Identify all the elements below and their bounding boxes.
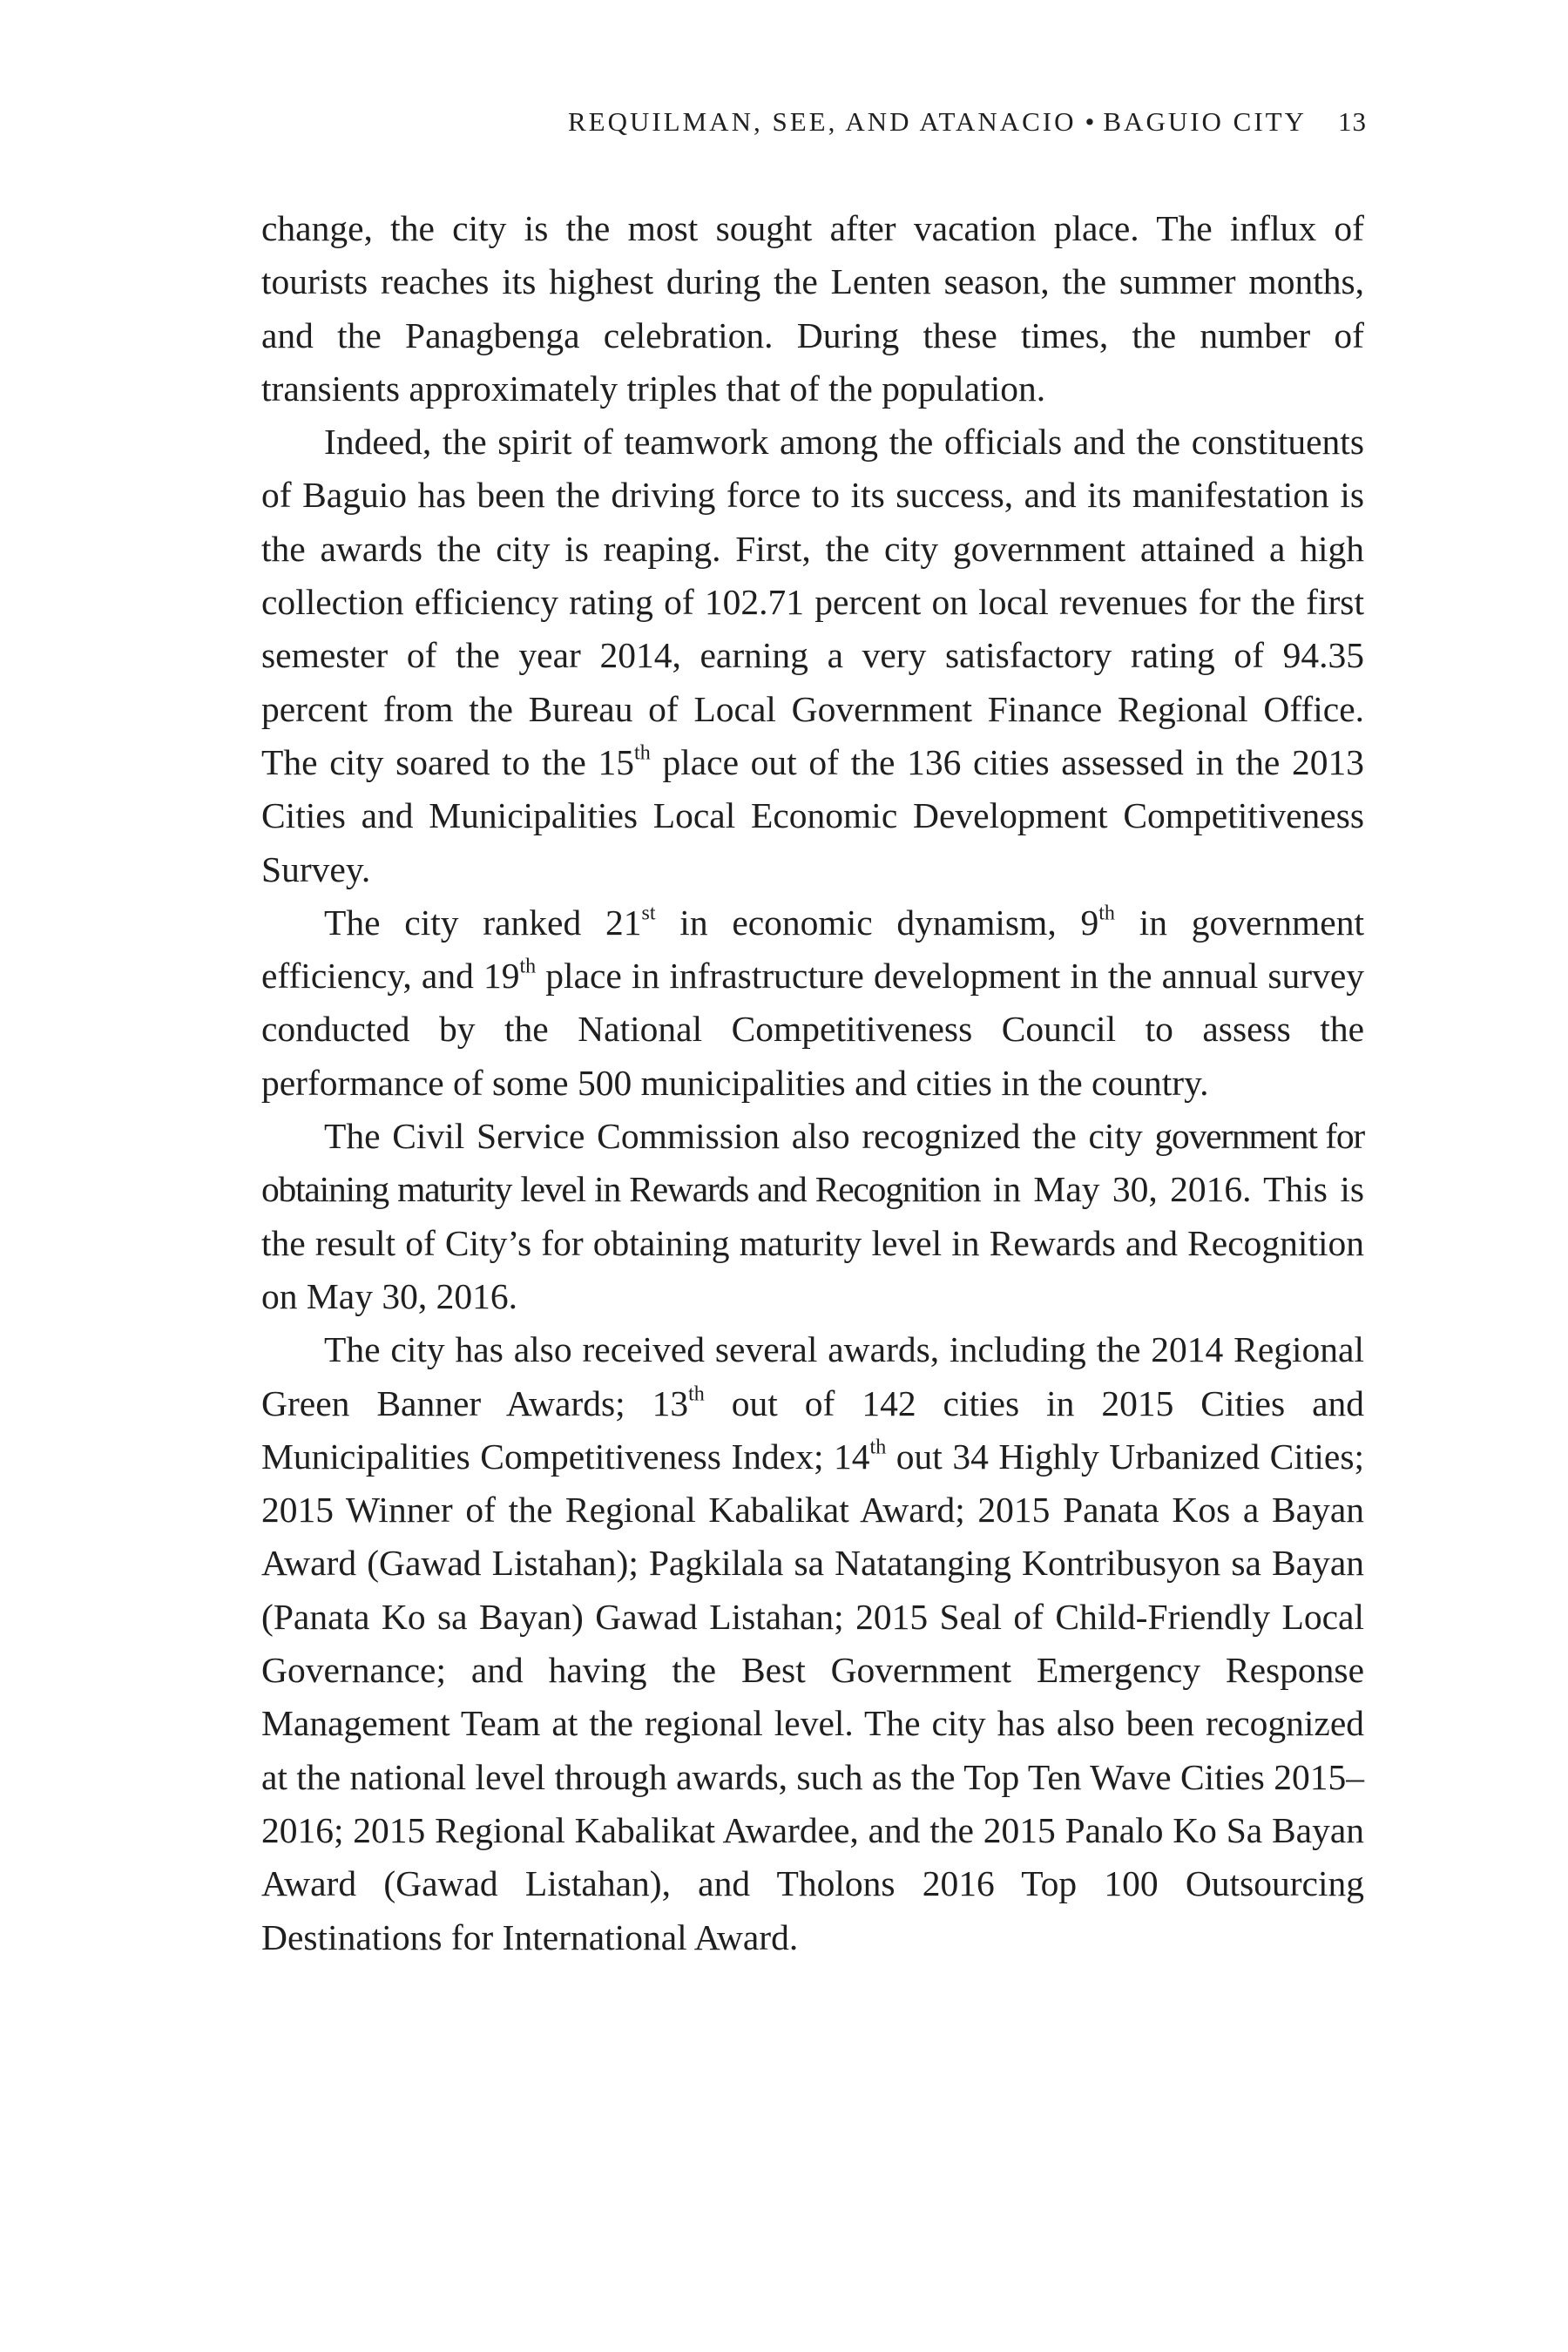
paragraph-3-text-a: The city ranked 21 bbox=[324, 902, 642, 943]
paragraph-2-text-b: place out of the 136 cities assessed in the 2013 Cities and Municipalities Local Economic Development Competitiveness Survey. bbox=[261, 741, 1364, 889]
paragraph-4 bbox=[261, 1110, 1364, 1323]
paragraph-2-text-a: Indeed, the spirit of teamwork among the officials and the constituents of Baguio has been the driving force to its success, and its manifestation is the awards the city is reaping. First, the city government attained a high collection efficiency rating of 102.71 percent on local revenues for the first semester of the year 2014, earning a very satisfactory rating of 94.35 percent from the Bureau of Local Government Finance Regional Office. The city soared to the 15 bbox=[261, 422, 1364, 782]
paragraph-3 bbox=[261, 896, 1364, 1110]
ordinal-suffix: th bbox=[869, 1436, 887, 1459]
paragraph-4-text-c: in May 30, 2016. This is the result of City’s for obtaining maturity level in Rewards and Recognition on May 30, 2016. bbox=[261, 1169, 1364, 1316]
paragraph-5-text-b: out of 142 cities in 2015 Cities and Municipalities Competitiveness Index; 14 bbox=[261, 1382, 1364, 1477]
paragraph-3-text-c: in government efficiency, and 19 bbox=[261, 902, 1365, 997]
paragraph-3-text-d: place in infrastructure development in the annual survey conducted by the National Competitiveness Council to assess the performance of some 500 municipalities and cities in the country. bbox=[261, 956, 1364, 1103]
paragraph-1: change, the city is the most sought after vacation place. The influx of tourists reaches its highest during the Lenten season, the summer months, and the Panagbenga celebration. During these times, the number of transients approximately triples that of the population. bbox=[261, 208, 1364, 409]
paragraph-5-text-a: The city has also received several awards, including the 2014 Regional Green Banner Awards; 13 bbox=[261, 1329, 1364, 1423]
running-head bbox=[0, 106, 1364, 138]
running-head-title: BAGUIO CITY bbox=[1103, 106, 1307, 137]
ordinal-suffix: th bbox=[634, 741, 651, 765]
running-head-authors: REQUILMAN, SEE, AND ATANACIO bbox=[567, 106, 1077, 137]
paragraph-4-text-a: The Civil Service Commission also recognized the city bbox=[324, 1116, 1155, 1157]
paragraph-5-text-c: out 34 Highly Urbanized Cities; 2015 Winner of the Regional Kabalikat Award; 2015 Panata Kos a Bayan Award (Gawad Listahan); Pagkilala sa Natatanging Kontribusyon sa Bayan (Panata Ko sa Bayan) Gawad Listahan; 2015 Seal of Child-Friendly Local Governance; and having the Best Government Emergency Response Management Team at the regional level. The city has also been recognized at the national level through awards, such as the Top Ten Wave Cities 2015–2016; 2015 Regional Kabalikat Awardee, and the 2015 Panalo Ko Sa Bayan Award (Gawad Listahan), and Tholons 2016 Top 100 Outsourcing Destinations for International Award. bbox=[261, 1436, 1364, 1957]
ordinal-suffix: th bbox=[1098, 902, 1115, 925]
ordinal-suffix: th bbox=[519, 955, 537, 978]
body-text bbox=[261, 202, 1364, 1964]
paragraph-2 bbox=[261, 416, 1364, 896]
paragraph-5 bbox=[261, 1323, 1364, 1964]
paragraph-4-text-b: government for obtaining maturity level in Rewards and Recognition bbox=[261, 1116, 1365, 1210]
page-number: 13 bbox=[1338, 106, 1367, 137]
paragraph-3-text-b: in economic dynamism, 9 bbox=[655, 902, 1099, 943]
ordinal-suffix: th bbox=[688, 1382, 705, 1406]
ordinal-suffix: st bbox=[641, 902, 656, 925]
running-head-separator: • bbox=[1085, 106, 1095, 137]
